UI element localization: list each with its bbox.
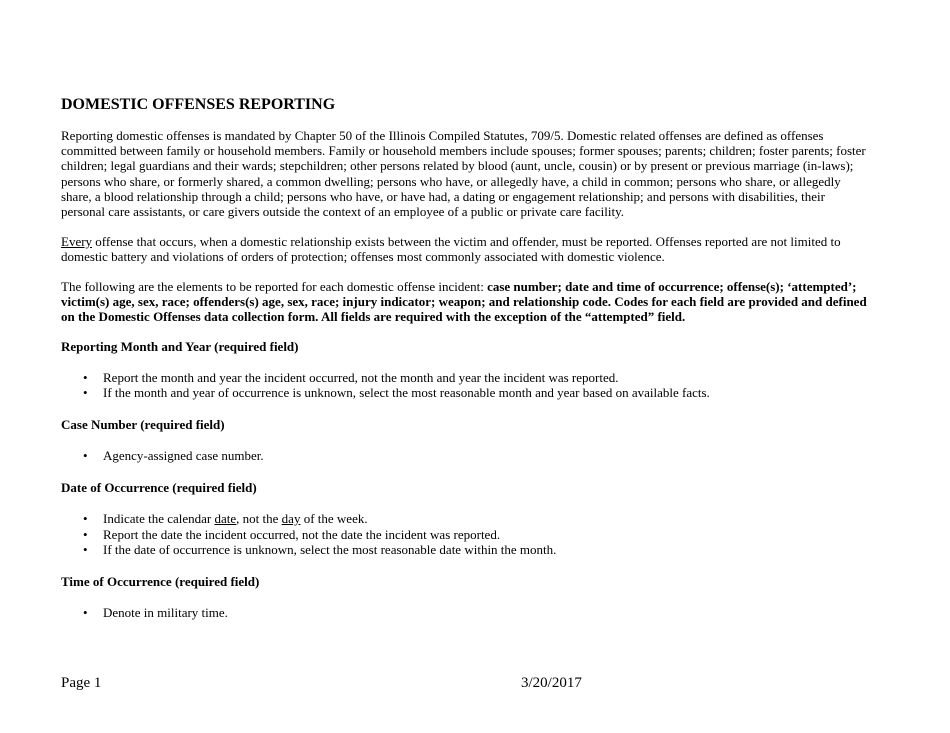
elements-bold: case number; date and time of occurrence; offense(s); ‘attempted’; victim(s) age, sex, race; offenders(s) age, sex, race; injury indicator; weapon; and relationship code. Codes for each field are provided and defined on the Domestic Offenses data collection form. All fields are required with the exception of the “attempted” field.: [61, 278, 867, 325]
page-title: DOMESTIC OFFENSES REPORTING: [61, 96, 336, 113]
list-item: • If the date of occurrence is unknown, select the most reasonable date within the month.: [83, 542, 557, 558]
case-number-heading: Case Number (required field): [61, 417, 225, 433]
list-item: • If the month and year of occurrence is unknown, select the most reasonable month and year based on available facts.: [83, 385, 710, 401]
footer-date: 3/20/2017: [521, 675, 582, 691]
list-item: • Report the month and year the incident occurred, not the month and year the incident was reported.: [83, 369, 619, 385]
time-of-occurrence-heading: Time of Occurrence (required field): [61, 573, 260, 589]
case-number-list: [61, 448, 867, 464]
footer-page-number: Page 1: [61, 675, 102, 691]
date-of-occurrence-heading: Date of Occurrence (required field): [61, 479, 257, 495]
list-item: • Denote in military time.: [83, 604, 228, 620]
date-of-occurrence-list: [61, 511, 867, 558]
list-item: • Report the date the incident occurred, not the date the incident was reported.: [83, 526, 501, 542]
reporting-month-heading: Reporting Month and Year (required field): [61, 338, 299, 354]
bullet-icon: •: [83, 526, 88, 542]
bullet-icon: •: [83, 448, 88, 464]
date-underlined: date: [214, 510, 237, 526]
elements-paragraph: [61, 279, 867, 325]
list-item: • Agency-assigned case number.: [83, 448, 264, 464]
bullet-icon: •: [83, 510, 88, 526]
day-underlined: day: [281, 510, 301, 526]
bullet-icon: •: [83, 542, 88, 558]
bullet-icon: •: [83, 604, 88, 620]
intro-paragraph: Reporting domestic offenses is mandated by Chapter 50 of the Illinois Compiled Statutes, 709/5. Domestic related offenses are defined as offenses committed between family or household members. Family or household members include spouses; former spouses; parents; children; foster parents; foster children; legal guardians and their wards; stepchildren; other persons related by blood (aunt, uncle, cousin) or by present or previous marriage (in-laws); persons who share, or formerly shared, a common dwelling; persons who have, or allegedly have, a child in common; persons who share, or allegedly share, a blood relationship through a child; persons who have, or have had, a dating or engagement relationship; and persons with disabilities, their personal care assistants, or care givers outside the context of an employee of a public or private care facility.: [61, 128, 866, 220]
bullet-icon: •: [83, 369, 88, 385]
time-of-occurrence-list: [61, 605, 867, 621]
bullet-icon: •: [83, 385, 88, 401]
every-rest: offense that occurs, when a domestic relationship exists between the victim and offender, must be reported. Offenses reported are not limited to domestic battery and violations of orders of protection; offenses most commonly associated with domestic violence.: [61, 233, 841, 264]
elements-lead: The following are the elements to be reported for each domestic offense incident:: [61, 278, 488, 294]
every-offense-paragraph: [61, 234, 867, 264]
reporting-month-list: [61, 370, 867, 401]
document-body: [61, 96, 867, 637]
list-item: • Indicate the calendar date, not the day of the week.: [83, 510, 368, 526]
every-underlined: Every: [61, 233, 93, 249]
